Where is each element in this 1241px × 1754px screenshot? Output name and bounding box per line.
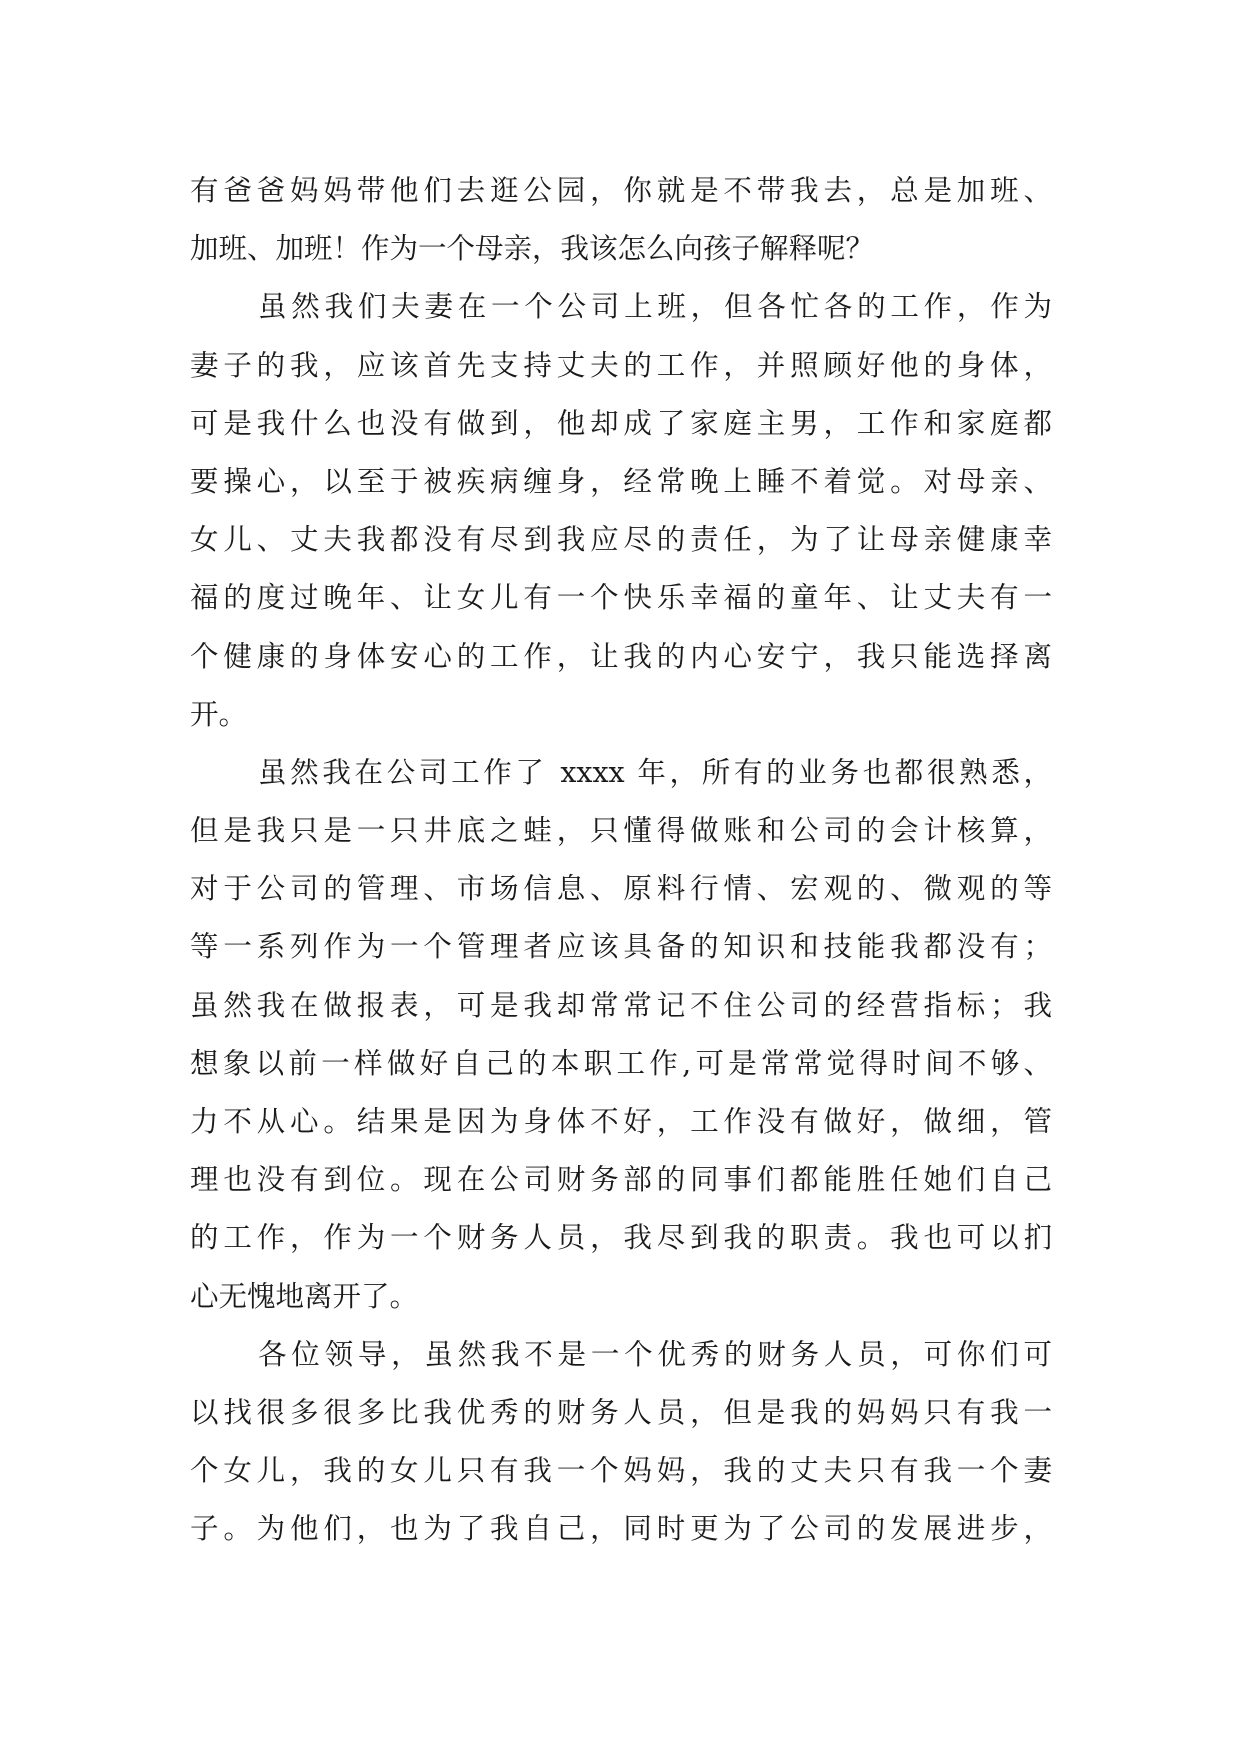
text-line: 有爸爸妈妈带他们去逛公园，你就是不带我去，总是加班、: [190, 174, 1052, 207]
letter-body: [190, 162, 1052, 1559]
text-line: 但是我只是一只井底之蛙，只懂得做账和公司的会计核算，: [190, 814, 1052, 848]
text-line: 虽然我们夫妻在一个公司上班，但各忙各的工作，作为: [258, 290, 1052, 324]
text-line: 可是我什么也没有做到，他却成了家庭主男，工作和家庭都: [190, 406, 1052, 440]
text-line: 个健康的身体安心的工作，让我的内心安宁，我只能选择离: [190, 639, 1052, 673]
text-line: 想象以前一样做好自己的本职工作,可是常常觉得时间不够、: [190, 1046, 1052, 1080]
text-line: 对于公司的管理、市场信息、原料行情、宏观的、微观的等: [190, 872, 1052, 906]
text-line: 力不从心。结果是因为身体不好，工作没有做好，做细，管: [190, 1105, 1052, 1138]
text-line: 女儿、丈夫我都没有尽到我应尽的责任，为了让母亲健康幸: [190, 523, 1052, 557]
text-line: 个女儿，我的女儿只有我一个妈妈，我的丈夫只有我一个妻: [190, 1454, 1052, 1488]
text-line: 妻子的我，应该首先支持丈夫的工作，并照顾好他的身体，: [190, 348, 1052, 382]
text-line: 加班、加班！作为一个母亲，我该怎么向孩子解释呢？: [190, 232, 875, 266]
text-line: 开。: [190, 697, 248, 731]
text-line: 心无愧地离开了。: [190, 1279, 419, 1313]
text-line: 的工作，作为一个财务人员，我尽到我的职责。我也可以扪: [190, 1221, 1052, 1255]
text-line: 各位领导，虽然我不是一个优秀的财务人员，可你们可: [258, 1337, 1052, 1371]
text-line: 要操心，以至于被疾病缠身，经常晚上睡不着觉。对母亲、: [190, 464, 1052, 498]
text-line: 理也没有到位。现在公司财务部的同事们都能胜任她们自己: [190, 1163, 1052, 1197]
text-line: 子。为他们，也为了我自己，同时更为了公司的发展进步，: [190, 1512, 1052, 1546]
text-line: 福的度过晚年、让女儿有一个快乐幸福的童年、让丈夫有一: [190, 581, 1052, 615]
text-line: 以找很多很多比我优秀的财务人员，但是我的妈妈只有我一: [190, 1395, 1052, 1429]
text-line: 等一系列作为一个管理者应该具备的知识和技能我都没有；: [190, 930, 1052, 964]
text-line: 虽然我在做报表，可是我却常常记不住公司的经营指标；我: [190, 988, 1052, 1022]
text-line: 虽然我在公司工作了 xxxx 年，所有的业务也都很熟悉，: [258, 755, 1052, 789]
